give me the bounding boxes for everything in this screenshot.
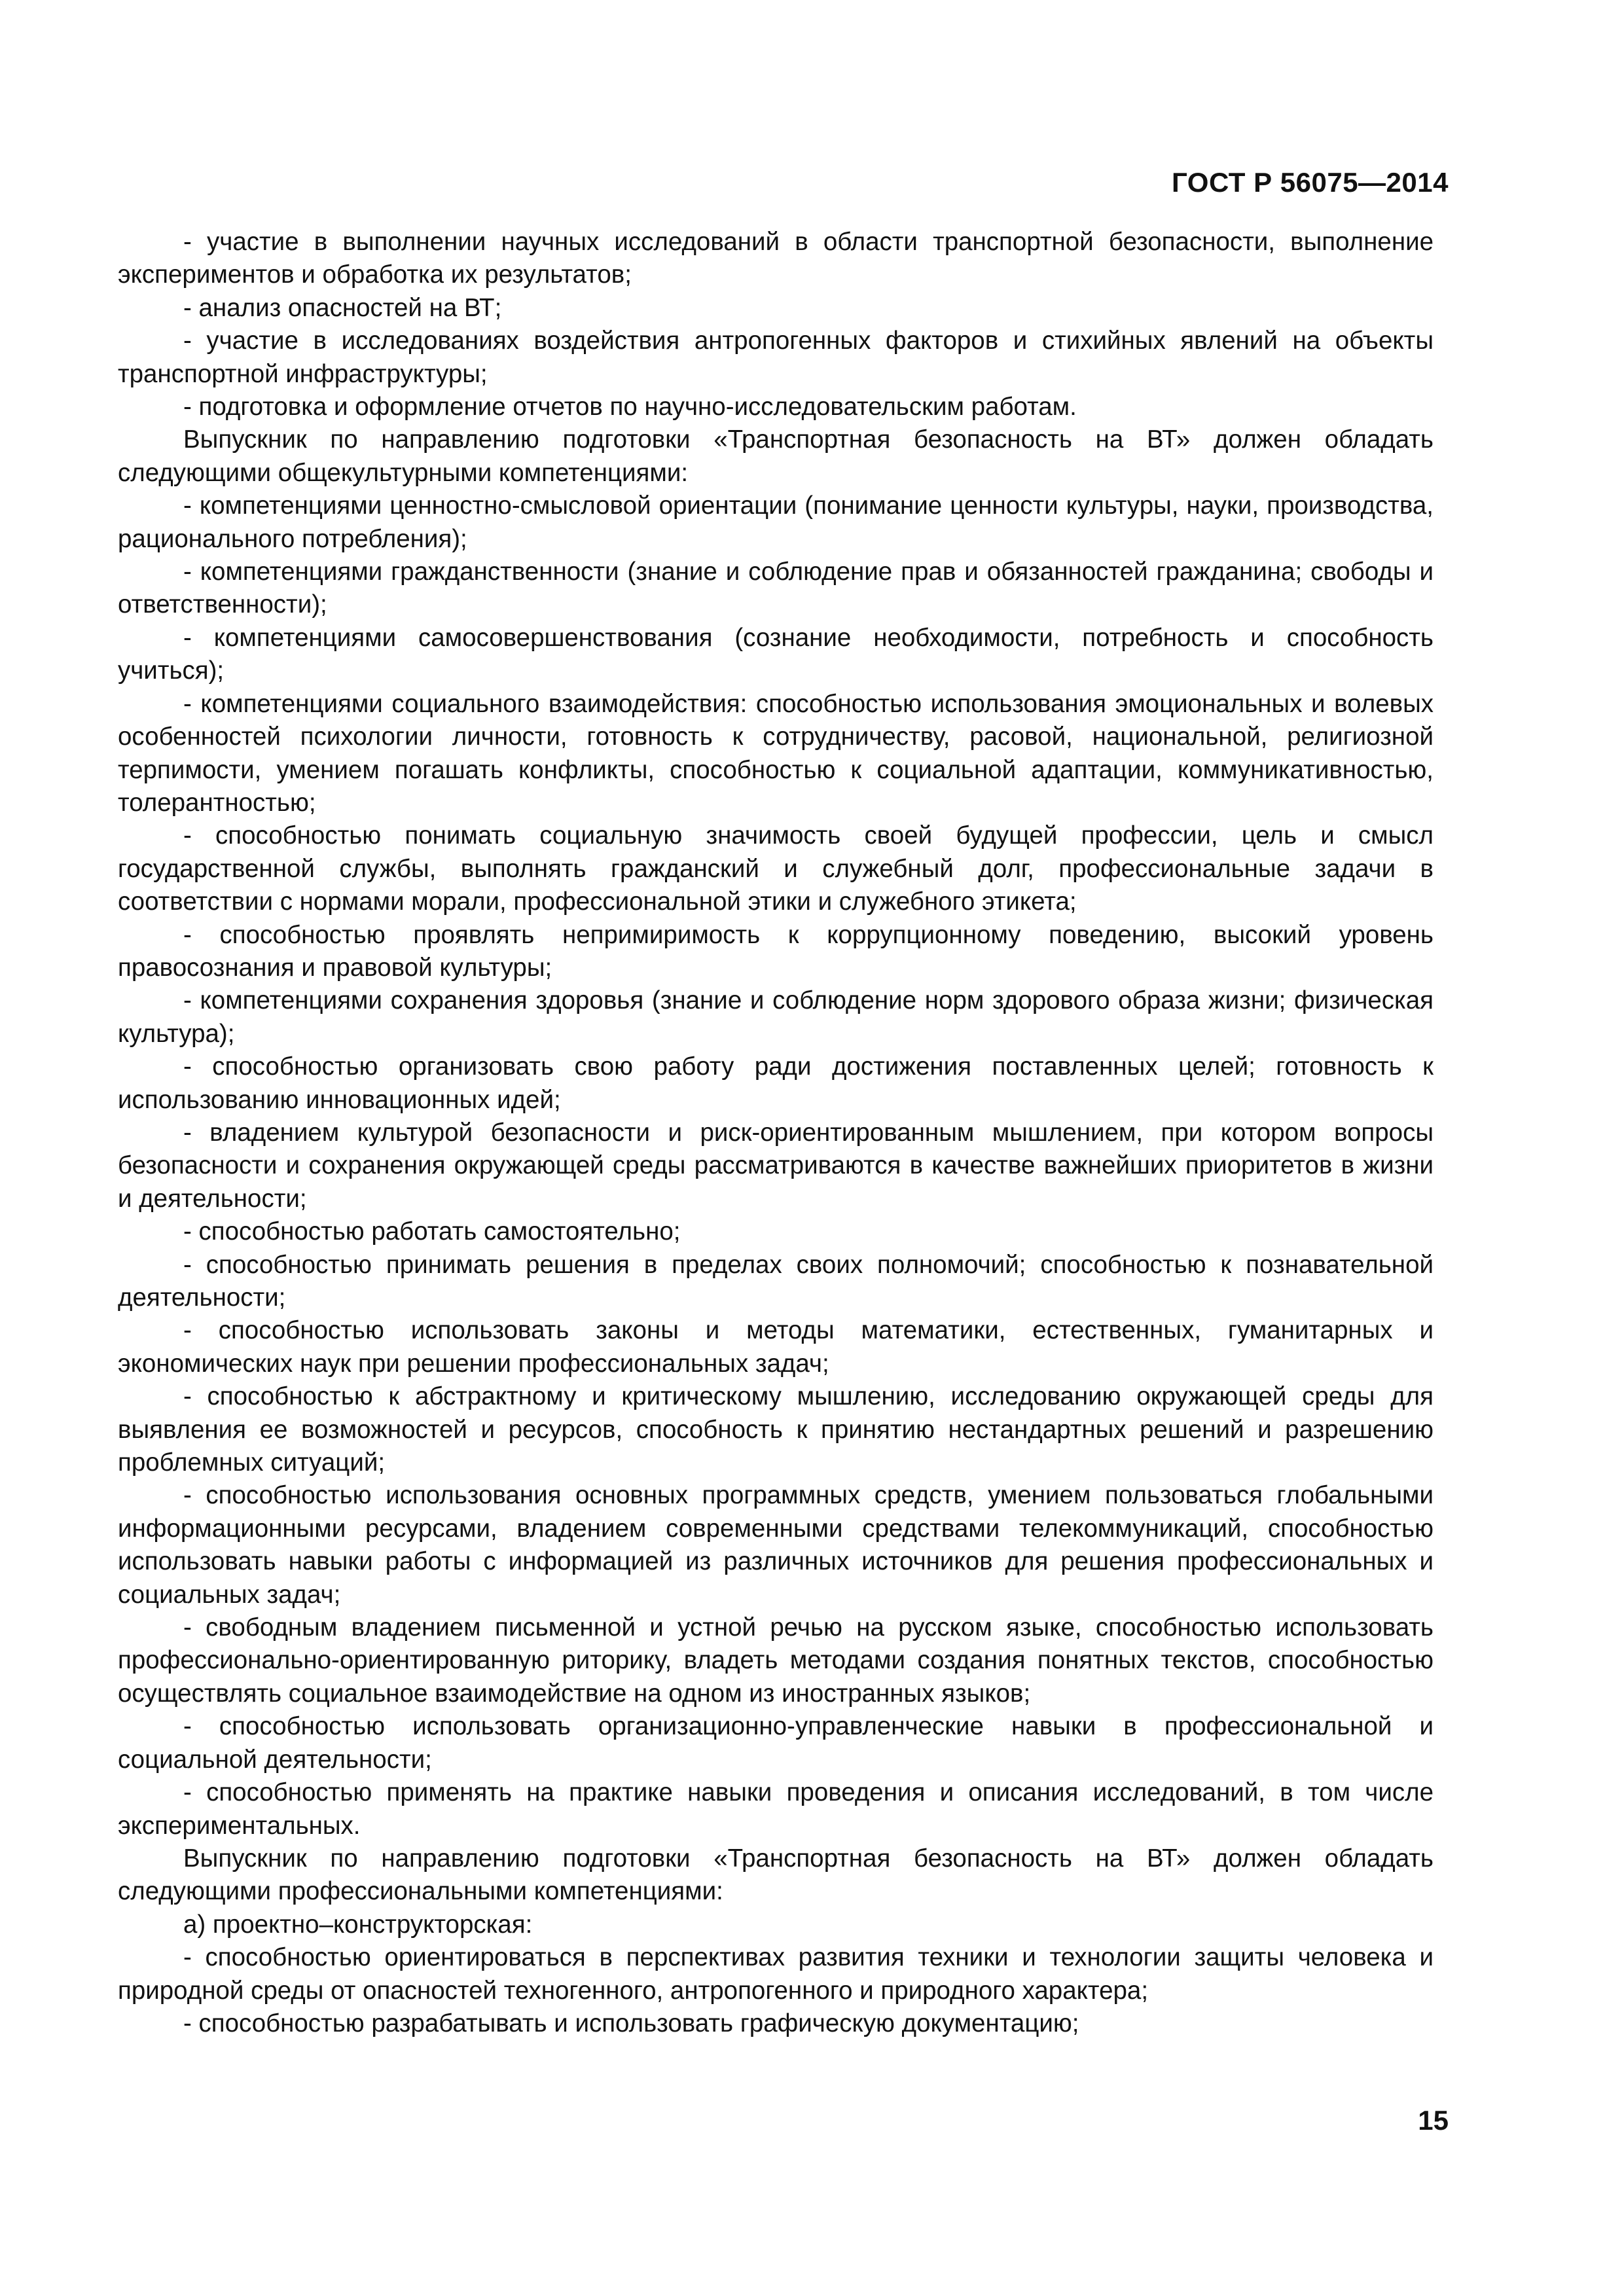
page-number: 15 <box>1418 2105 1449 2136</box>
paragraph: - способностью использования основных программных средств, умением пользоваться глобальными информационными ресурсами, владением современными средствами телекоммуникаций, способностью использовать навыки работы с информацией из различных источников для решения профессиональных и социальных задач; <box>118 1481 1434 1609</box>
paragraph: - компетенциями гражданственности (знание и соблюдение прав и обязанностей гражданина; свободы и ответственности); <box>118 558 1434 619</box>
paragraph: - компетенциями социального взаимодействия: способностью использования эмоциональных и волевых особенностей психологии личности, готовность к сотрудничеству, расовой, национальной, религиозной терпимости, умением погашать конфликты, способностью к социальной адаптации, коммуникативностью, толерантностью; <box>118 689 1434 817</box>
paragraph: - подготовка и оформление отчетов по научно-исследовательским работам. <box>183 393 1077 422</box>
paragraph: а) проектно–конструкторская: <box>183 1910 533 1939</box>
paragraph: - участие в исследованиях воздействия антропогенных факторов и стихийных явлений на объекты транспортной инфраструктуры; <box>118 327 1434 388</box>
paragraph: - свободным владением письменной и устной речью на русском языке, способностью использовать профессионально-ориентированную риторику, владеть методами создания понятных текстов, способностью осуществлять социальное взаимодействие на одном из иностранных языков; <box>118 1613 1434 1708</box>
paragraph: - способностью к абстрактному и критическому мышлению, исследованию окружающей среды для выявления ее возможностей и ресурсов, способность к принятию нестандартных решений и разрешению проблемных ситуаций; <box>118 1382 1434 1477</box>
paragraph: - компетенциями самосовершенствования (сознание необходимости, потребность и способность учиться); <box>118 623 1434 685</box>
paragraph: - компетенциями сохранения здоровья (знание и соблюдение норм здорового образа жизни; физическая культура); <box>118 986 1434 1048</box>
paragraph: - способностью применять на практике навыки проведения и описания исследований, в том числе экспериментальных. <box>118 1778 1434 1840</box>
paragraph: Выпускник по направлению подготовки «Транспортная безопасность на ВТ» должен обладать следующими общекультурными компетенциями: <box>118 425 1434 487</box>
paragraph: - анализ опасностей на ВТ; <box>183 293 502 322</box>
paragraph: - способностью проявлять непримиримость к коррупционному поведению, высокий уровень правосознания и правовой культуры; <box>118 920 1434 982</box>
paragraph: - способностью понимать социальную значимость своей будущей профессии, цель и смысл государственной службы, выполнять гражданский и служебный долг, профессиональные задачи в соответствии с нормами морали, профессиональной этики и служебного этикета; <box>118 821 1434 916</box>
paragraph: - способностью организовать свою работу ради достижения поставленных целей; готовность к использованию инновационных идей; <box>118 1052 1434 1114</box>
paragraph: Выпускник по направлению подготовки «Транспортная безопасность на ВТ» должен обладать следующими профессиональными компетенциями: <box>118 1844 1434 1906</box>
paragraph: - способностью работать самостоятельно; <box>183 1217 681 1246</box>
paragraph: - компетенциями ценностно-смысловой ориентации (понимание ценности культуры, науки, производства, рационального потребления); <box>118 492 1434 553</box>
paragraph: - способностью использовать организационно-управленческие навыки в профессиональной и социальной деятельности; <box>118 1712 1434 1774</box>
paragraph: - способностью разрабатывать и использовать графическую документацию; <box>183 2009 1079 2037</box>
standard-header: ГОСТ Р 56075—2014 <box>1172 167 1449 198</box>
paragraph: - способностью ориентироваться в перспективах развития техники и технологии защиты человека и природной среды от опасностей техногенного, антропогенного и природного характера; <box>118 1943 1434 2005</box>
document-body <box>118 226 1434 2040</box>
paragraph: - участие в выполнении научных исследований в области транспортной безопасности, выполнение экспериментов и обработка их результатов; <box>118 228 1434 289</box>
paragraph: - способностью принимать решения в пределах своих полномочий; способностью к познавательной деятельности; <box>118 1250 1434 1312</box>
paragraph: - владением культурой безопасности и риск-ориентированным мышлением, при котором вопросы безопасности и сохранения окружающей среды рассматриваются в качестве важнейших приоритетов в жизни и деятельности; <box>118 1118 1434 1213</box>
paragraph: - способностью использовать законы и методы математики, естественных, гуманитарных и экономических наук при решении профессиональных задач; <box>118 1316 1434 1378</box>
